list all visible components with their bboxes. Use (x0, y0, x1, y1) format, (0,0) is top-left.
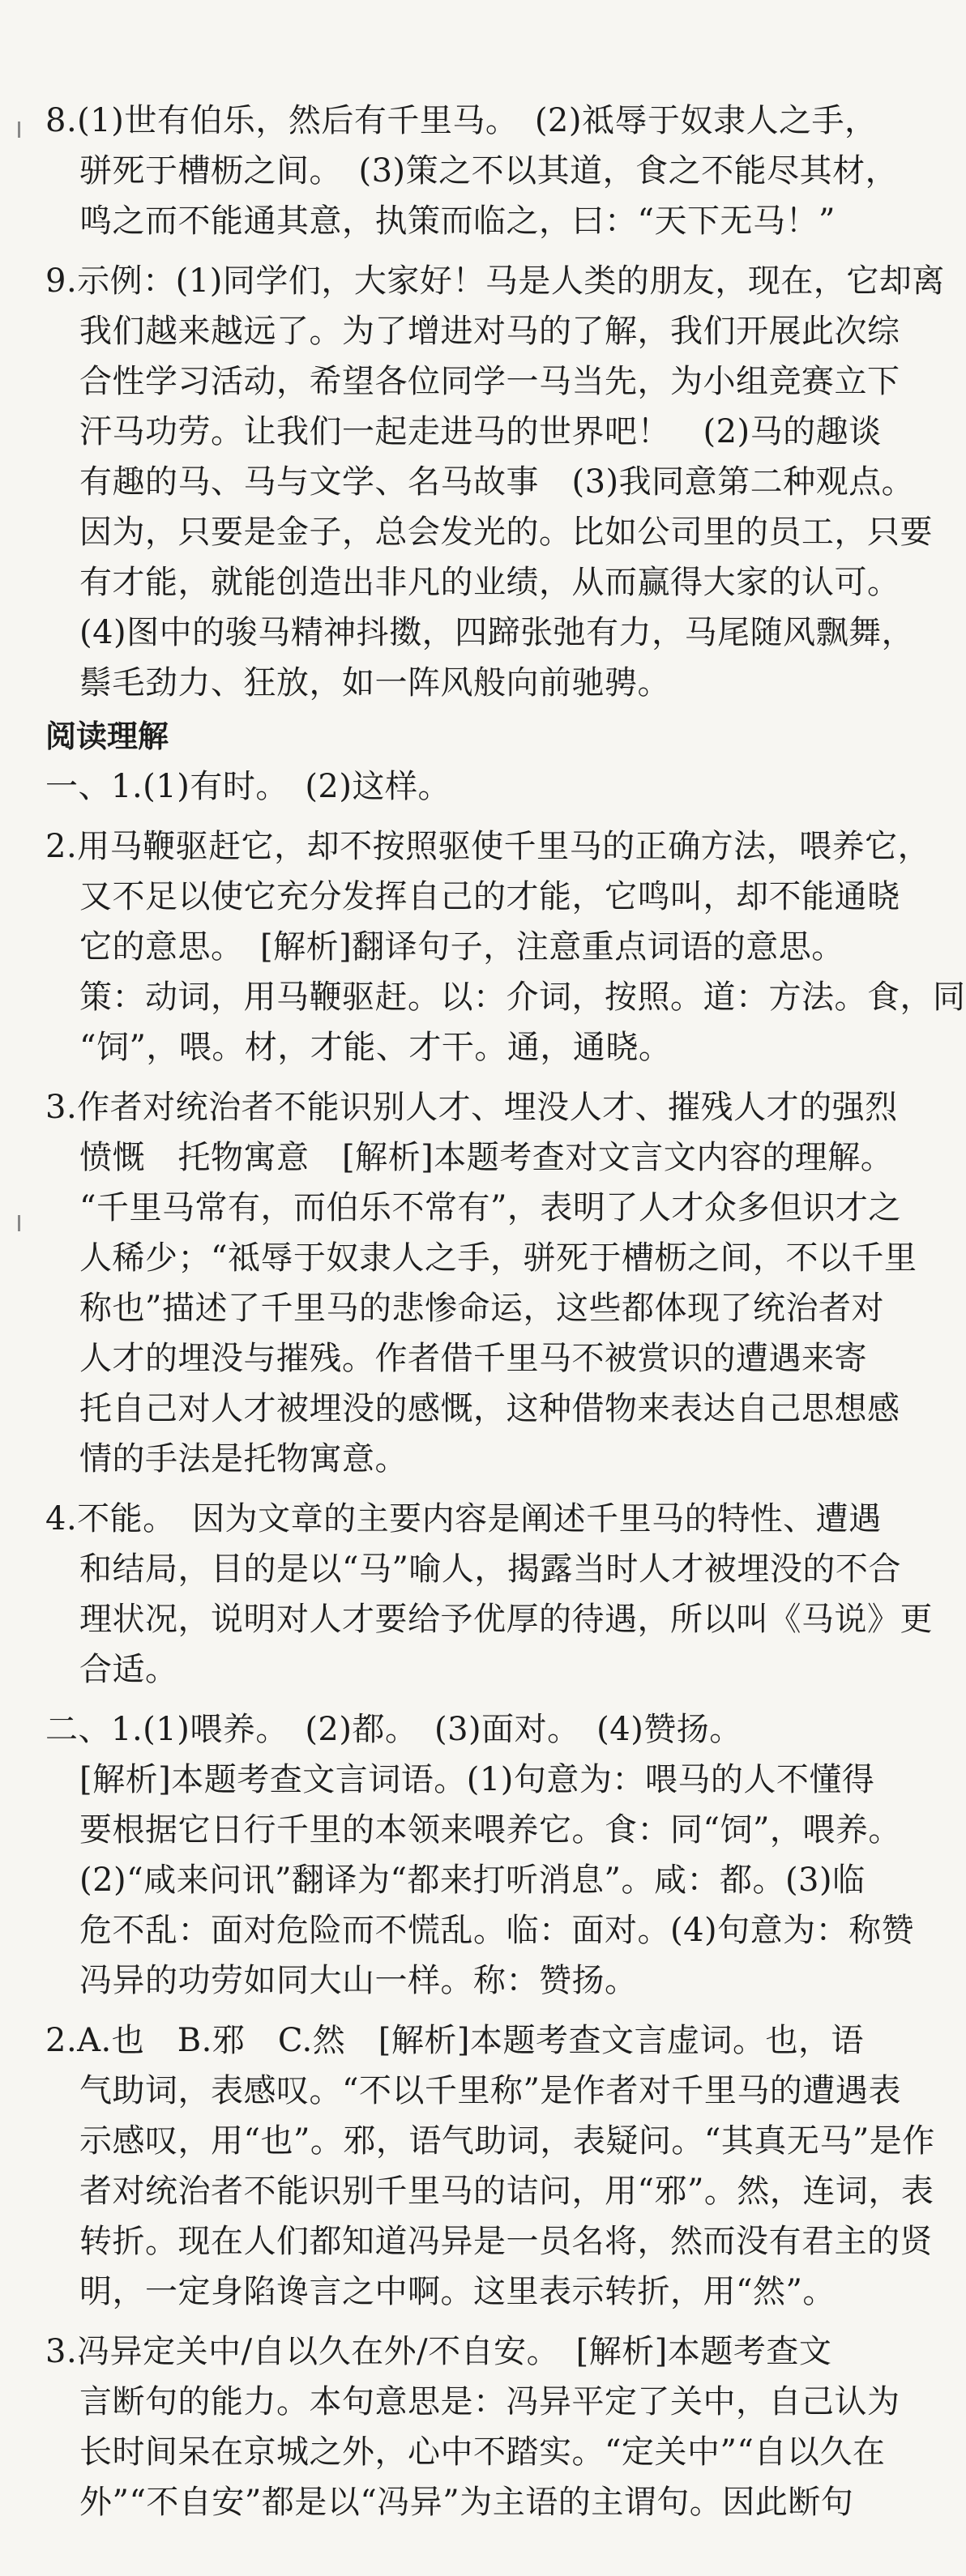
text-line: 鸣之而不能通其意，执策而临之，曰：“天下无马！” (79, 203, 836, 240)
text-line: 二、1.(1)喂养。 (2)都。 (3)面对。 (4)赞扬。 (45, 1711, 742, 1748)
text-line: 转折。现在人们都知道冯异是一员名将，然而没有君主的贤 (79, 2223, 933, 2260)
answer-content (45, 96, 966, 2527)
spacer (45, 812, 835, 821)
text-line: 愤慨 托物寓意 [解析]本题考查对文言文内容的理解。 (79, 1139, 894, 1176)
text-line: 托自己对人才被埋没的感慨，这种借物来表达自己思想感 (79, 1390, 900, 1427)
text-line: 冯异的功劳如同大山一样。称：赞扬。 (79, 1962, 638, 1999)
text-line: 9.示例：(1)同学们，大家好！马是人类的朋友，现在，它却离 (45, 262, 945, 300)
text-line: 又不足以使它充分发挥自己的才能，它鸣叫，却不能通晓 (79, 878, 900, 915)
text-line: 明，一定身陷谗言之中啊。这里表示转折，用“然”。 (79, 2273, 836, 2310)
text-line: 8.(1)世有伯乐，然后有千里马。 (2)祗辱于奴隶人之手， (45, 102, 878, 139)
text-line: 因为，只要是金子，总会发光的。比如公司里的员工，只要 (79, 514, 933, 551)
text-line: 气助词，表感叹。“不以千里称”是作者对千里马的遭遇表 (79, 2072, 901, 2109)
text-line: 汗马功劳。让我们一起走进马的世界吧！ (2)马的趣谈 (79, 413, 882, 450)
spacer (45, 1073, 835, 1082)
text-line: 3.作者对统治者不能识别人才、埋没人才、摧残人才的强烈 (45, 1089, 898, 1126)
text-line: 3.冯异定关中/自以久在外/不自安。 [解析]本题考查文 (45, 2333, 832, 2370)
text-line: 有才能，就能创造出非凡的业绩，从而赢得大家的认可。 (79, 564, 900, 601)
text-line: 它的意思。 [解析]翻译句子，注意重点词语的意思。 (79, 928, 844, 966)
text-line: 外”“不自安”都是以“冯异”为主语的主谓句。因此断句 (79, 2484, 854, 2521)
text-line: 合性学习活动，希望各位同学一马当先，为小组竞赛立下 (79, 363, 900, 400)
spacer (45, 2006, 835, 2015)
text-line: 2.用马鞭驱赶它，却不按照驱使千里马的正确方法，喂养它， (45, 828, 931, 865)
text-line: 2.A.也 B.邪 C.然 [解析]本题考查文言虚词。也，语 (45, 2022, 864, 2059)
margin-mark (18, 1215, 20, 1231)
text-line: 有趣的马、马与文学、名马故事 (3)我同意第二种观点。 (79, 463, 915, 501)
text-line: 4.不能。 因为文章的主要内容是阐述千里马的特性、遭遇 (45, 1500, 882, 1537)
text-line: “饲”，喂。材，才能、才干。通，通晓。 (79, 1029, 672, 1066)
text-line: 情的手法是托物寓意。 (79, 1440, 408, 1478)
text-line: 一、1.(1)有时。 (2)这样。 (45, 768, 451, 805)
text-line: 言断句的能力。本句意思是：冯异平定了关中，自己认为 (79, 2383, 900, 2420)
spacer (45, 2317, 835, 2327)
spacer (45, 246, 835, 256)
text-line: 称也”描述了千里马的悲惨命运，这些都体现了统治者对 (79, 1290, 884, 1327)
text-line: 理状况，说明对人才要给予优厚的待遇，所以叫《马说》更 (79, 1601, 933, 1638)
text-line: 策：动词，用马鞭驱赶。以：介词，按照。道：方法。食，同 (79, 979, 966, 1016)
text-line: 示感叹，用“也”。邪，语气助词，表疑问。“其真无马”是作 (79, 2122, 935, 2160)
text-line: 长时间呆在京城之外，心中不踏实。“定关中”“自以久在 (79, 2433, 886, 2471)
text-line: (4)图中的骏马精神抖擞，四蹄张弛有力，马尾随风飘舞， (79, 614, 915, 651)
text-line: (2)“咸来问讯”翻译为“都来打听消息”。咸：都。(3)临 (79, 1862, 866, 1899)
spacer (45, 1484, 835, 1494)
text-line: [解析]本题考查文言词语。(1)句意为：喂马的人不懂得 (79, 1761, 875, 1798)
text-line: 骈死于槽枥之间。 (3)策之不以其道，食之不能尽其材， (79, 152, 899, 190)
section-heading: 阅读理解 (45, 719, 169, 754)
text-line: 者对统治者不能识别千里马的诘问，用“邪”。然，连词，表 (79, 2173, 934, 2210)
text-line: “千里马常有，而伯乐不常有”，表明了人才众多但识才之 (79, 1189, 901, 1226)
text-line: 鬃毛劲力、狂放，如一阵风般向前驰骋。 (79, 664, 670, 702)
margin-mark (18, 122, 20, 138)
text-line: 和结局，目的是以“马”喻人，揭露当时人才被埋没的不合 (79, 1550, 901, 1588)
text-line: 人稀少；“祗辱于奴隶人之手，骈死于槽枥之间，不以千里 (79, 1239, 917, 1277)
text-line: 我们越来越远了。为了增进对马的了解，我们开展此次综 (79, 313, 900, 350)
text-line: 要根据它日行千里的本领来喂养它。食：同“饲”，喂养。 (79, 1811, 901, 1849)
text-line: 危不乱：面对危险而不慌乱。临：面对。(4)句意为：称赞 (79, 1912, 915, 1949)
text-line: 合适。 (79, 1651, 178, 1688)
text-line: 人才的埋没与摧残。作者借千里马不被赏识的遭遇来寄 (79, 1340, 867, 1377)
spacer (45, 1695, 835, 1704)
